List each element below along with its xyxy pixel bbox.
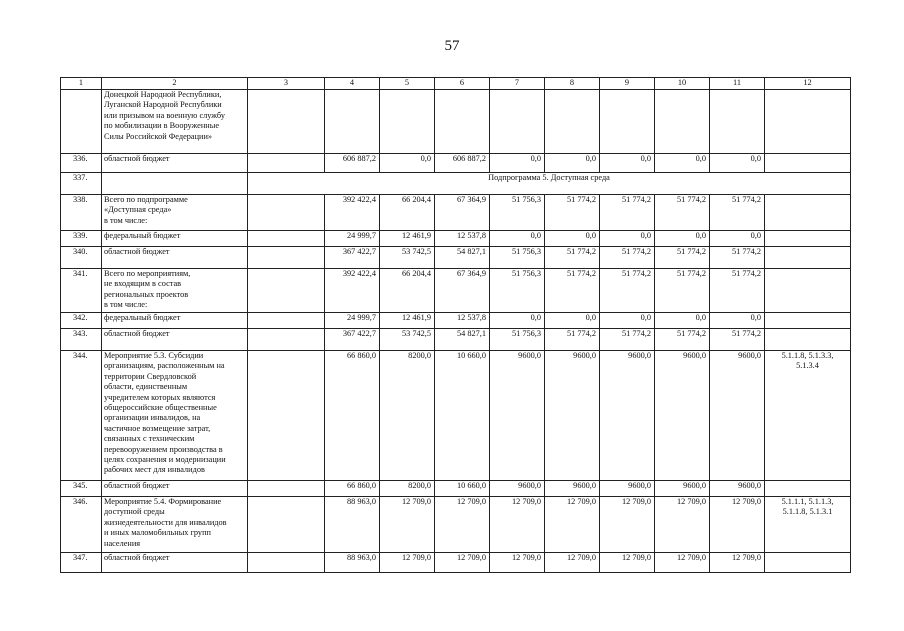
value-cell: 9600,0 — [600, 481, 655, 497]
text-line: по мобилизации в Вооруженные — [104, 121, 220, 131]
value-cell: 51 774,2 — [545, 247, 600, 269]
column-header: 12 — [765, 78, 851, 90]
value-cell: 66 860,0 — [325, 481, 380, 497]
value-cell: 9600,0 — [710, 481, 765, 497]
value-cell: 606 887,2 — [325, 154, 380, 173]
value-cell: 9600,0 — [710, 351, 765, 481]
value-cell: 53 742,5 — [380, 247, 435, 269]
text-line: области, единственным — [104, 382, 188, 392]
text-line: организациям, расположенным на — [104, 361, 225, 371]
column-header: 3 — [248, 78, 325, 90]
value-cell: 12 709,0 — [655, 497, 710, 553]
value-cell: 51 774,2 — [710, 269, 765, 313]
empty-cell — [248, 154, 325, 173]
value-cell: 88 963,0 — [325, 553, 380, 573]
text-line: рабочих мест для инвалидов — [104, 465, 205, 475]
target-ref — [765, 231, 851, 247]
value-cell: 0,0 — [600, 231, 655, 247]
column-header: 4 — [325, 78, 380, 90]
value-cell: 9600,0 — [545, 351, 600, 481]
value-cell: 51 774,2 — [600, 247, 655, 269]
text-line: Луганской Народной Республики — [104, 100, 222, 110]
column-header: 8 — [545, 78, 600, 90]
empty-cell — [248, 247, 325, 269]
value-cell: 0,0 — [710, 231, 765, 247]
value-cell: 12 537,8 — [435, 313, 490, 329]
target-ref — [765, 313, 851, 329]
table-row — [61, 154, 851, 173]
text-line: территории Свердловской — [104, 371, 197, 381]
row-number: 344. — [61, 351, 102, 481]
row-name — [102, 154, 248, 173]
value-cell: 9600,0 — [655, 351, 710, 481]
value-cell: 51 774,2 — [545, 329, 600, 351]
row-number: 346. — [61, 497, 102, 553]
value-cell: 0,0 — [600, 313, 655, 329]
table-row — [61, 497, 851, 553]
text-line: областной бюджет — [104, 481, 170, 490]
text-line: «Доступная среда» — [104, 205, 172, 215]
row-name — [102, 90, 248, 154]
table-body — [61, 78, 851, 573]
column-header: 9 — [600, 78, 655, 90]
row-number: 337. — [61, 173, 102, 195]
text-line: Силы Российской Федерации» — [104, 131, 213, 141]
text-line: жизнедеятельности для инвалидов — [104, 517, 227, 527]
target-ref — [765, 351, 851, 481]
row-number — [61, 90, 102, 154]
text-line: целях сохранения и модернизации — [104, 455, 226, 465]
value-cell: 0,0 — [545, 154, 600, 173]
text-line: областной бюджет — [104, 329, 170, 338]
table-row — [61, 313, 851, 329]
text-line: Мероприятие 5.4. Формирование — [104, 497, 222, 506]
value-cell: 0,0 — [710, 154, 765, 173]
value-cell: 9600,0 — [490, 351, 545, 481]
page-number: 57 — [444, 38, 460, 54]
column-header: 5 — [380, 78, 435, 90]
value-cell: 392 422,4 — [325, 195, 380, 231]
column-header: 7 — [490, 78, 545, 90]
value-cell: 24 999,7 — [325, 231, 380, 247]
row-number: 338. — [61, 195, 102, 231]
text-line: Донецкой Народной Республики, — [104, 90, 222, 99]
value-cell: 0,0 — [545, 231, 600, 247]
value-cell: 12 709,0 — [380, 553, 435, 573]
target-ref — [765, 481, 851, 497]
value-cell: 51 756,3 — [490, 195, 545, 231]
column-header: 10 — [655, 78, 710, 90]
empty-cell — [248, 351, 325, 481]
value-cell: 8200,0 — [380, 351, 435, 481]
value-cell: 66 204,4 — [380, 195, 435, 231]
value-cell: 88 963,0 — [325, 497, 380, 553]
text-line: 5.1.1.1, 5.1.1.3, — [781, 497, 834, 506]
row-name — [102, 231, 248, 247]
table-row — [61, 553, 851, 573]
empty-cell — [765, 90, 851, 154]
value-cell: 9600,0 — [655, 481, 710, 497]
text-line: 5.1.3.4 — [796, 361, 819, 371]
header-row — [61, 78, 851, 90]
value-cell: 12 709,0 — [435, 553, 490, 573]
table-row — [61, 351, 851, 481]
value-cell: 51 774,2 — [655, 195, 710, 231]
target-ref — [765, 269, 851, 313]
text-line: 5.1.1.8, 5.1.3.1 — [782, 507, 833, 517]
table-row — [61, 481, 851, 497]
value-cell: 392 422,4 — [325, 269, 380, 313]
text-line: перевооружением производства в — [104, 444, 223, 454]
value-cell: 12 461,9 — [380, 231, 435, 247]
value-cell: 9600,0 — [545, 481, 600, 497]
table-row — [61, 247, 851, 269]
value-cell: 9600,0 — [600, 351, 655, 481]
row-name — [102, 351, 248, 481]
value-cell: 0,0 — [655, 313, 710, 329]
text-line: частичное возмещение затрат, — [104, 423, 211, 433]
value-cell: 8200,0 — [380, 481, 435, 497]
value-cell: 54 827,1 — [435, 329, 490, 351]
value-cell: 367 422,7 — [325, 247, 380, 269]
text-line: региональных проектов — [104, 289, 189, 299]
empty-cell — [325, 90, 380, 154]
value-cell: 12 709,0 — [600, 497, 655, 553]
value-cell: 367 422,7 — [325, 329, 380, 351]
value-cell: 24 999,7 — [325, 313, 380, 329]
empty-cell — [248, 231, 325, 247]
value-cell: 51 774,2 — [710, 247, 765, 269]
value-cell: 51 774,2 — [710, 195, 765, 231]
value-cell: 0,0 — [600, 154, 655, 173]
value-cell: 51 774,2 — [545, 195, 600, 231]
empty-cell — [102, 173, 248, 195]
value-cell: 51 774,2 — [655, 247, 710, 269]
row-name — [102, 195, 248, 231]
value-cell: 12 461,9 — [380, 313, 435, 329]
row-number: 340. — [61, 247, 102, 269]
target-ref — [765, 329, 851, 351]
value-cell: 0,0 — [655, 154, 710, 173]
empty-cell — [490, 90, 545, 154]
target-ref — [765, 247, 851, 269]
continuation-row — [61, 90, 851, 154]
column-header: 11 — [710, 78, 765, 90]
table-row — [61, 231, 851, 247]
section-row — [61, 173, 851, 195]
value-cell: 51 774,2 — [655, 269, 710, 313]
text-line: областной бюджет — [104, 553, 170, 562]
value-cell: 12 709,0 — [435, 497, 490, 553]
value-cell: 51 774,2 — [600, 195, 655, 231]
row-number: 341. — [61, 269, 102, 313]
value-cell: 0,0 — [490, 231, 545, 247]
row-name — [102, 553, 248, 573]
text-line: организации инвалидов, на — [104, 413, 201, 423]
value-cell: 12 709,0 — [710, 497, 765, 553]
empty-cell — [248, 553, 325, 573]
value-cell: 51 774,2 — [545, 269, 600, 313]
text-line: 5.1.1.8, 5.1.3.3, — [781, 351, 834, 360]
empty-cell — [248, 481, 325, 497]
value-cell: 12 537,8 — [435, 231, 490, 247]
empty-cell — [380, 90, 435, 154]
empty-cell — [248, 195, 325, 231]
section-title: Подпрограмма 5. Доступная среда — [248, 173, 851, 195]
empty-cell — [710, 90, 765, 154]
value-cell: 12 709,0 — [490, 497, 545, 553]
text-line: Мероприятие 5.3. Субсидии — [104, 351, 204, 360]
value-cell: 0,0 — [655, 231, 710, 247]
empty-cell — [600, 90, 655, 154]
text-line: в том числе: — [104, 300, 148, 310]
table-row — [61, 269, 851, 313]
value-cell: 12 709,0 — [655, 553, 710, 573]
value-cell: 606 887,2 — [435, 154, 490, 173]
text-line: населения — [104, 538, 141, 548]
text-line: и иных маломобильных групп — [104, 528, 211, 538]
column-header: 1 — [61, 78, 102, 90]
row-number: 345. — [61, 481, 102, 497]
text-line: связанных с техническим — [104, 434, 195, 444]
column-header: 6 — [435, 78, 490, 90]
empty-cell — [248, 497, 325, 553]
text-line: федеральный бюджет — [104, 231, 181, 240]
value-cell: 51 774,2 — [600, 329, 655, 351]
text-line: или призывом на военную службу — [104, 110, 225, 120]
value-cell: 10 660,0 — [435, 351, 490, 481]
empty-cell — [248, 269, 325, 313]
value-cell: 53 742,5 — [380, 329, 435, 351]
value-cell: 51 774,2 — [600, 269, 655, 313]
value-cell: 0,0 — [380, 154, 435, 173]
row-name — [102, 247, 248, 269]
empty-cell — [435, 90, 490, 154]
value-cell: 67 364,9 — [435, 195, 490, 231]
value-cell: 51 756,3 — [490, 247, 545, 269]
text-line: доступной среды — [104, 507, 165, 517]
row-number: 347. — [61, 553, 102, 573]
value-cell: 12 709,0 — [490, 553, 545, 573]
text-line: в том числе: — [104, 215, 148, 225]
target-ref — [765, 195, 851, 231]
target-ref — [765, 497, 851, 553]
target-ref — [765, 553, 851, 573]
row-name — [102, 269, 248, 313]
empty-cell — [655, 90, 710, 154]
text-line: Всего по подпрограмме — [104, 195, 188, 204]
text-line: учредителем которых являются — [104, 392, 216, 402]
value-cell: 67 364,9 — [435, 269, 490, 313]
value-cell: 51 774,2 — [710, 329, 765, 351]
value-cell: 0,0 — [545, 313, 600, 329]
value-cell: 12 709,0 — [545, 553, 600, 573]
row-number: 336. — [61, 154, 102, 173]
table-row — [61, 329, 851, 351]
row-number: 339. — [61, 231, 102, 247]
empty-cell — [248, 313, 325, 329]
value-cell: 9600,0 — [490, 481, 545, 497]
value-cell: 51 756,3 — [490, 269, 545, 313]
table-row — [61, 195, 851, 231]
text-line: общероссийские общественные — [104, 403, 217, 413]
row-name — [102, 497, 248, 553]
target-ref — [765, 154, 851, 173]
value-cell: 51 756,3 — [490, 329, 545, 351]
text-line: областной бюджет — [104, 154, 170, 163]
row-name — [102, 313, 248, 329]
value-cell: 0,0 — [710, 313, 765, 329]
value-cell: 12 709,0 — [380, 497, 435, 553]
empty-cell — [248, 90, 325, 154]
text-line: областной бюджет — [104, 247, 170, 256]
value-cell: 12 709,0 — [710, 553, 765, 573]
value-cell: 66 204,4 — [380, 269, 435, 313]
text-line: не входящим в состав — [104, 279, 182, 289]
value-cell: 12 709,0 — [600, 553, 655, 573]
empty-cell — [248, 329, 325, 351]
row-name — [102, 481, 248, 497]
row-name — [102, 329, 248, 351]
column-header: 2 — [102, 78, 248, 90]
row-number: 342. — [61, 313, 102, 329]
empty-cell — [545, 90, 600, 154]
value-cell: 66 860,0 — [325, 351, 380, 481]
value-cell: 0,0 — [490, 313, 545, 329]
value-cell: 54 827,1 — [435, 247, 490, 269]
budget-table — [60, 77, 851, 573]
value-cell: 10 660,0 — [435, 481, 490, 497]
value-cell: 0,0 — [490, 154, 545, 173]
text-line: федеральный бюджет — [104, 313, 181, 322]
row-number: 343. — [61, 329, 102, 351]
value-cell: 12 709,0 — [545, 497, 600, 553]
text-line: Всего по мероприятиям, — [104, 269, 191, 278]
value-cell: 51 774,2 — [655, 329, 710, 351]
